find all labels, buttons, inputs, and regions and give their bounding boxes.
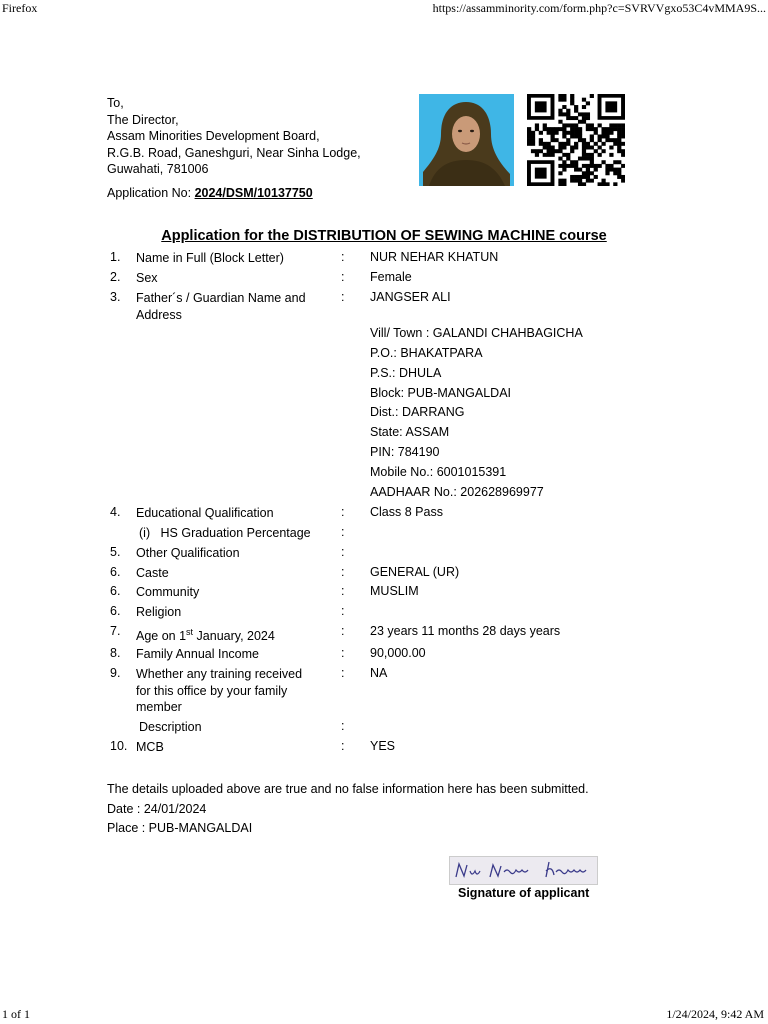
browser-name: Firefox <box>2 1 38 15</box>
address-detail-line: Mobile No.: 6001015391 <box>370 465 507 479</box>
age-label-text-end: January, 2024 <box>193 629 275 644</box>
date: Date : 24/01/2024 <box>107 802 207 816</box>
field-value: JANGSER ALI <box>370 290 451 304</box>
row-number: 5. <box>110 545 121 559</box>
field-value: NUR NEHAR KHATUN <box>370 250 499 264</box>
form-title: Application for the DISTRIBUTION OF SEWING MACHINE course <box>161 228 607 244</box>
field-label: Religion <box>136 605 182 619</box>
field-label: MCB <box>136 740 164 754</box>
age-label-superscript: st <box>186 627 194 637</box>
address-detail-line: Block: PUB-MANGALDAI <box>370 386 512 400</box>
field-label: Whether any training received for this office by your family member <box>136 667 303 714</box>
field-value: MUSLIM <box>370 584 419 598</box>
page-indicator: 1 of 1 <box>2 1007 30 1021</box>
colon: : <box>341 584 345 598</box>
address-line: To, <box>107 96 124 110</box>
colon: : <box>341 565 345 579</box>
row-number: 9. <box>110 666 121 680</box>
row-number: 6. <box>110 604 121 618</box>
print-header <box>0 0 768 18</box>
qr-code <box>527 94 625 186</box>
address-detail-line: AADHAAR No.: 202628969977 <box>370 485 544 499</box>
colon: : <box>341 270 345 284</box>
address-line: R.G.B. Road, Ganeshguri, Near Sinha Lodge, <box>107 145 361 160</box>
field-label <box>136 624 321 645</box>
address-line: Guwahati, 781006 <box>107 162 209 177</box>
row-number: 1. <box>110 250 121 264</box>
colon: : <box>341 250 345 264</box>
field-value: NA <box>370 666 388 680</box>
row-number: 6. <box>110 584 121 598</box>
field-label: Father´s / Guardian Name and Address <box>136 291 306 322</box>
row-number: 8. <box>110 646 121 660</box>
page-url[interactable]: https://assamminority.com/form.php?c=SVRVVgxo53C4vMMA9S... <box>432 1 766 15</box>
row-number: 4. <box>110 505 121 519</box>
field-value: GENERAL (UR) <box>370 565 460 579</box>
colon: : <box>341 604 345 618</box>
applicant-photo <box>419 94 514 186</box>
row-number: 3. <box>110 290 121 304</box>
application-number-label: Application No: <box>107 186 192 200</box>
colon: : <box>341 505 345 519</box>
field-label: Other Qualification <box>136 546 240 560</box>
colon: : <box>341 719 345 733</box>
field-label: (i) HS Graduation Percentage <box>139 526 311 540</box>
colon: : <box>341 290 345 304</box>
row-number: 7. <box>110 624 121 638</box>
print-footer <box>0 1008 768 1024</box>
field-label: Name in Full (Block Letter) <box>136 251 284 265</box>
place: Place : PUB-MANGALDAI <box>107 821 253 835</box>
field-value: Female <box>370 270 412 284</box>
colon: : <box>341 624 345 638</box>
field-label: Family Annual Income <box>136 647 259 661</box>
colon: : <box>341 646 345 660</box>
field-value: 23 years 11 months 28 days years <box>370 624 561 638</box>
address-detail-line: PIN: 784190 <box>370 445 440 459</box>
field-value: Class 8 Pass <box>370 505 443 519</box>
signature-label: Signature of applicant <box>458 886 590 900</box>
field-label: Caste <box>136 566 169 580</box>
address-detail-line: P.S.: DHULA <box>370 366 442 380</box>
address-line: Assam Minorities Development Board, <box>107 129 320 144</box>
row-number: 10. <box>110 739 128 753</box>
address-detail-line: Dist.: DARRANG <box>370 405 465 419</box>
address-detail-line: P.O.: BHAKATPARA <box>370 346 483 360</box>
colon: : <box>341 525 345 539</box>
field-value: YES <box>370 739 396 753</box>
declaration-text: The details uploaded above are true and no false information here has been submitted. <box>107 782 589 796</box>
signature-image <box>449 856 598 885</box>
print-timestamp: 1/24/2024, 9:42 AM <box>666 1007 764 1021</box>
colon: : <box>341 666 345 680</box>
address-detail-line: State: ASSAM <box>370 425 450 439</box>
colon: : <box>341 739 345 753</box>
row-number: 6. <box>110 565 121 579</box>
field-value: 90,000.00 <box>370 646 426 660</box>
application-number <box>107 186 313 200</box>
field-label: Community <box>136 585 200 599</box>
field-label: Educational Qualification <box>136 506 274 520</box>
address-line: The Director, <box>107 112 179 127</box>
application-number-value: 2024/DSM/10137750 <box>194 186 313 200</box>
age-label-text: Age on 1 <box>136 629 187 644</box>
row-number: 2. <box>110 270 121 284</box>
address-detail-line: Vill/ Town : GALANDI CHAHBAGICHA <box>370 326 583 340</box>
field-label: Description <box>139 720 202 734</box>
colon: : <box>341 545 345 559</box>
recipient-address <box>107 95 361 178</box>
field-label: Sex <box>136 271 158 285</box>
